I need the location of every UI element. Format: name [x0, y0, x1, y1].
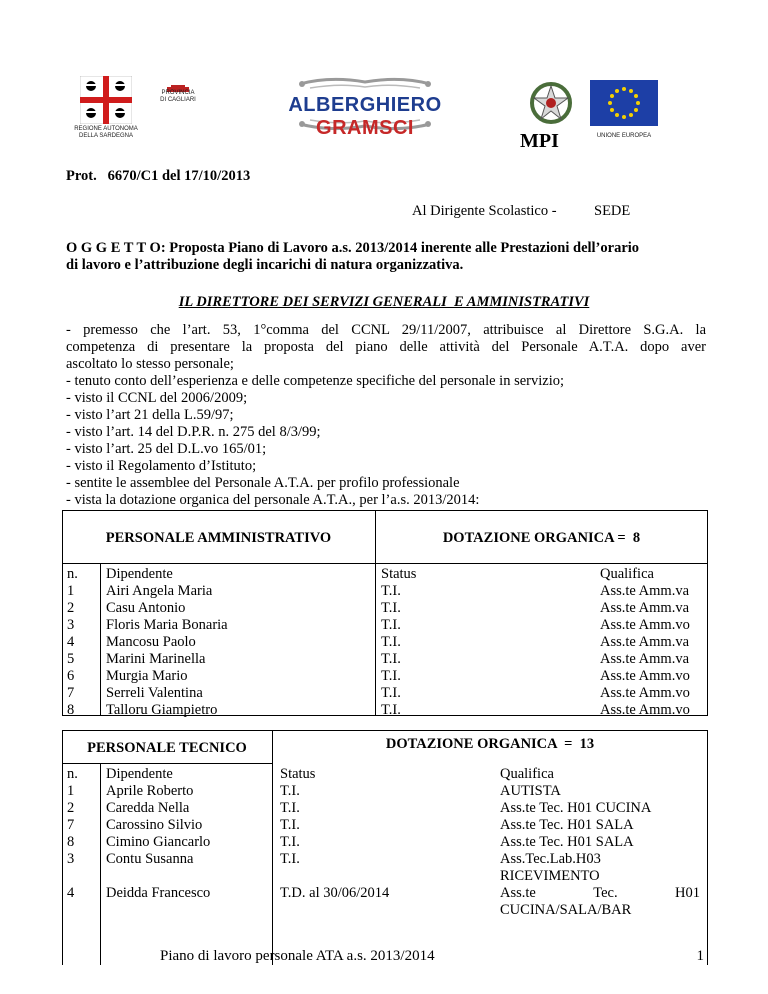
table-cell: Airi Angela Maria	[106, 583, 213, 599]
table-cell: 5	[67, 651, 75, 667]
table-cell: Ass.te Tec. H01 SALA	[500, 834, 634, 850]
table-cell: RICEVIMENTO	[500, 868, 600, 884]
table-cell: Ass.te Amm.va	[600, 634, 690, 650]
subject-label: O G G E T T O:	[66, 240, 166, 256]
premise-line: - visto l’art. 14 del D.P.R. n. 275 del 8/3/99;	[66, 424, 321, 440]
table-cell: Ass.Tec.Lab.H03	[500, 851, 601, 867]
tech-last-row-n: 4	[67, 885, 75, 901]
premises-list	[66, 322, 706, 509]
table-cell: 2	[67, 600, 75, 616]
tech-last-row-qualifica	[500, 885, 700, 919]
recipient	[412, 203, 557, 220]
eu-label: UNIONE EUROPEA	[596, 133, 652, 139]
tech-header-name: Dipendente	[106, 766, 173, 782]
admin-table-title: PERSONALE AMMINISTRATIVO	[105, 530, 332, 546]
table-cell: Aprile Roberto	[106, 783, 194, 799]
subject-line1: Proposta Piano di Lavoro a.s. 2013/2014 inerente alle Prestazioni dell’orario	[165, 240, 640, 256]
premise-line: competenza di presentare la proposta del piano delle attività del Personale A.T.A. dopo aver	[66, 339, 706, 355]
table-cell: Ass.te	[500, 885, 536, 901]
premise-line: - visto il Regolamento d’Istituto;	[66, 458, 257, 474]
table-cell: T.I.	[381, 651, 401, 667]
subject	[66, 240, 706, 274]
table-cell: Floris Maria Bonaria	[106, 617, 228, 633]
school-name	[252, 94, 478, 140]
table-cell: 4	[67, 634, 75, 650]
admin-header-name: Dipendente	[106, 566, 173, 582]
premise-line: ascoltato lo stesso personale;	[66, 356, 234, 372]
table-cell: T.I.	[381, 583, 401, 599]
director-title: IL DIRETTORE DEI SERVIZI GENERALI E AMMINISTRATIVI	[178, 294, 590, 310]
table-cell: T.I.	[381, 685, 401, 701]
table-cell: Marini Marinella	[106, 651, 206, 667]
table-cell: T.I.	[381, 702, 401, 718]
table-cell: Ass.te Tec. H01 CUCINA	[500, 800, 652, 816]
region-label: REGIONE AUTONOMA DELLA SARDEGNA	[74, 126, 138, 139]
tech-col-qualifica	[500, 766, 651, 885]
table-cell: Ass.te Amm.va	[600, 583, 690, 599]
table-cell: T.I.	[381, 634, 401, 650]
table-cell: 8	[67, 834, 75, 850]
school-name-part1: ALBERGHIERO	[288, 94, 442, 116]
premise-line: - visto l’art 21 della L.59/97;	[66, 407, 234, 423]
table-cell: AUTISTA	[500, 783, 561, 799]
table-cell: Murgia Mario	[106, 668, 188, 684]
table-cell: Ass.te Amm.va	[600, 600, 690, 616]
premise-line: - vista la dotazione organica del personale A.T.A., per l’a.s. 2013/2014:	[66, 492, 480, 508]
table-cell: T.I.	[381, 668, 401, 684]
table-cell: T.I.	[280, 783, 300, 799]
admin-header-status: Status	[381, 566, 417, 582]
tech-last-row-status: T.D. al 30/06/2014	[280, 885, 390, 901]
admin-col-qualifica	[600, 566, 690, 719]
table-cell: T.I.	[280, 834, 300, 850]
table-cell: 2	[67, 800, 75, 816]
recipient-place: SEDE	[594, 203, 631, 219]
protocol-number: Prot. 6670/C1 del 17/10/2013	[66, 168, 251, 184]
table-cell: Contu Susanna	[106, 851, 194, 867]
admin-col-n	[67, 566, 78, 719]
table-cell: Ass.te Amm.vo	[600, 668, 690, 684]
table-cell: Tec.	[593, 885, 618, 901]
tech-dotazione: DOTAZIONE ORGANICA = 13	[385, 736, 595, 752]
tech-col-n	[67, 766, 78, 868]
table-cell: Carossino Silvio	[106, 817, 203, 833]
table-cell: Ass.te Amm.vo	[600, 685, 690, 701]
table-cell: 7	[67, 817, 75, 833]
tech-last-row-name: Deidda Francesco	[106, 885, 211, 901]
footer-text: Piano di lavoro personale ATA a.s. 2013/2014	[160, 948, 435, 964]
tech-staff-table	[62, 730, 708, 965]
table-cell: T.I.	[381, 600, 401, 616]
tech-col-status	[280, 766, 315, 868]
table-cell: T.I.	[280, 800, 300, 816]
table-cell: Ass.te Amm.vo	[600, 702, 690, 718]
tech-col-name	[106, 766, 210, 868]
premise-line: - visto l’art. 25 del D.L.vo 165/01;	[66, 441, 267, 457]
recipient-to: Al Dirigente Scolastico -	[412, 203, 557, 219]
table-cell: 1	[67, 783, 75, 799]
table-cell: Caredda Nella	[106, 800, 190, 816]
italy-emblem-icon	[528, 80, 574, 126]
table-cell: T.I.	[381, 617, 401, 633]
tech-table-title: PERSONALE TECNICO	[87, 740, 247, 756]
admin-header-n: n.	[67, 566, 78, 582]
table-cell: Ass.te Amm.va	[600, 651, 690, 667]
ministry-label: MPI	[520, 130, 559, 152]
page-number: 1	[696, 948, 704, 964]
admin-staff-table	[62, 510, 708, 716]
table-cell: T.I.	[280, 851, 300, 867]
table-cell: 3	[67, 851, 75, 867]
province-crest-icon	[167, 80, 189, 88]
table-cell: Casu Antonio	[106, 600, 186, 616]
premise-line: - sentite le assemblee del Personale A.T.A. per profilo professionale	[66, 475, 460, 491]
table-cell: 1	[67, 583, 75, 599]
admin-col-status	[381, 566, 416, 719]
school-name-part2: GRAMSCI	[316, 117, 414, 139]
tech-header-status: Status	[280, 766, 316, 782]
table-cell: 6	[67, 668, 75, 684]
table-cell: 8	[67, 702, 75, 718]
admin-dotazione: DOTAZIONE ORGANICA = 8	[442, 530, 641, 546]
table-cell: Cimino Giancarlo	[106, 834, 211, 850]
subject-line2: di lavoro e l’attribuzione degli incarichi di natura organizzativa.	[66, 257, 464, 273]
premise-line: - premesso che l’art. 53, 1°comma del CCNL 29/11/2007, attribuisce al Direttore S.G.A. la	[66, 322, 706, 338]
table-cell: 3	[67, 617, 75, 633]
table-cell: CUCINA/SALA/BAR	[500, 902, 632, 918]
table-cell: 7	[67, 685, 75, 701]
table-cell: Talloru Giampietro	[106, 702, 218, 718]
table-cell: Serreli Valentina	[106, 685, 203, 701]
tech-header-qualifica: Qualifica	[500, 766, 554, 782]
premise-line: - visto il CCNL del 2006/2009;	[66, 390, 248, 406]
tech-header-n: n.	[67, 766, 78, 782]
admin-col-name	[106, 566, 228, 719]
province-label: PROVINCIA DI CAGLIARI	[160, 90, 196, 103]
eu-flag-icon	[590, 80, 658, 126]
table-cell: H01	[675, 885, 700, 901]
table-cell: T.I.	[280, 817, 300, 833]
region-logo	[80, 76, 132, 124]
admin-header-qualifica: Qualifica	[600, 566, 654, 582]
table-cell: Mancosu Paolo	[106, 634, 196, 650]
table-cell: Ass.te Amm.vo	[600, 617, 690, 633]
premise-line: - tenuto conto dell’esperienza e delle competenze specifiche del personale in servizio;	[66, 373, 565, 389]
table-cell: Ass.te Tec. H01 SALA	[500, 817, 634, 833]
